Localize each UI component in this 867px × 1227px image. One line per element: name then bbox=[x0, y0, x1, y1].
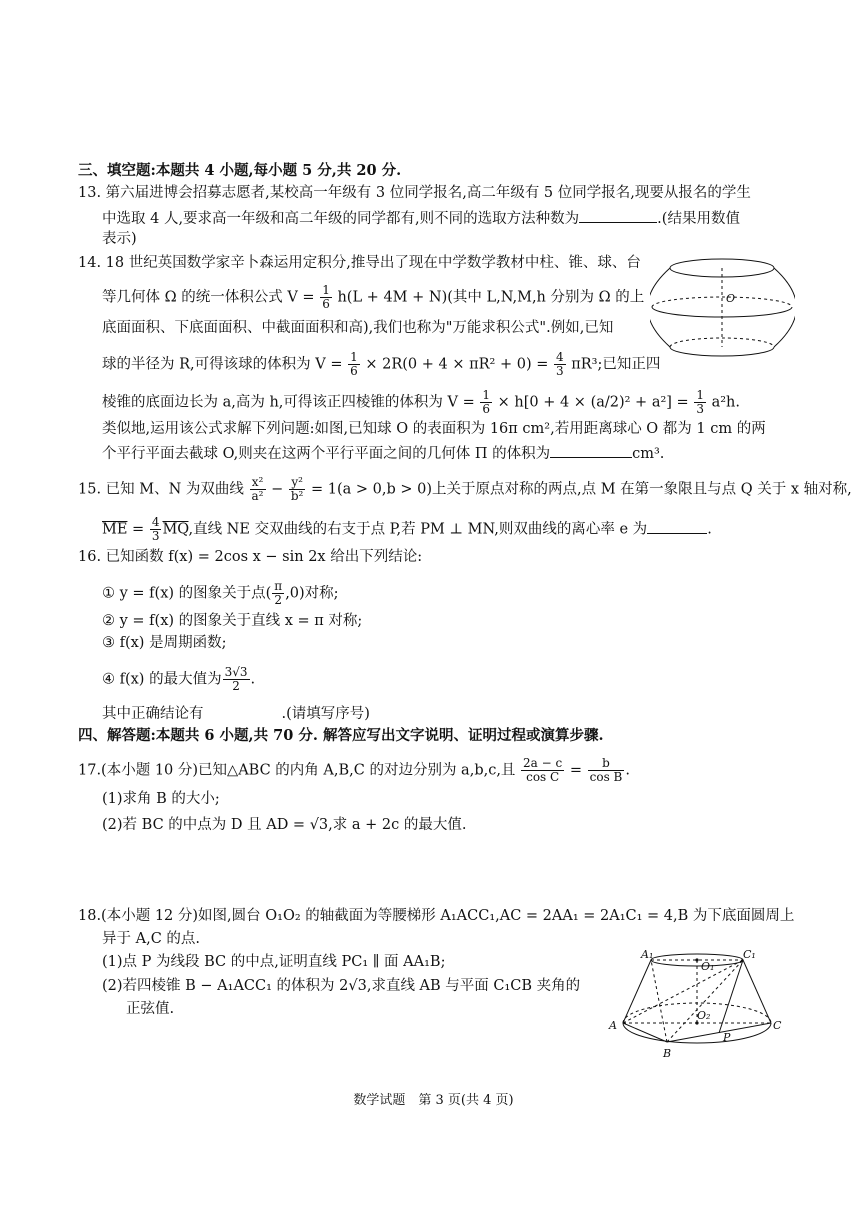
frustum-figure bbox=[605, 945, 785, 1065]
fraction-b-cosB: $\frac{b}{\text{cos B}}$ bbox=[589, 756, 623, 784]
fig-label-o2: O₂ bbox=[697, 1009, 711, 1022]
fig-label-o1: O₁ bbox=[701, 960, 715, 973]
section-3-header: 三、填空题:本题共 4 小题,每小题 5 分,共 20 分. bbox=[78, 162, 402, 179]
q14-line-6: 类似地,运用该公式求解下列问题:如图,已知球 O 的表面积为 16π cm²,若用距离球心 O 都为 1 cm 的两 bbox=[102, 421, 766, 437]
q17-part-1: (1)求角 B 的大小; bbox=[102, 791, 220, 807]
q18-part-2-line-2: 正弦值. bbox=[126, 1001, 175, 1017]
q13-answer-blank[interactable] bbox=[579, 208, 657, 223]
q16-conclusion-2: ② y = f(x) 的图象关于直线 x = π 对称; bbox=[102, 613, 363, 629]
truncated-sphere-figure bbox=[650, 250, 795, 365]
q17-part-2: (2)若 BC 的中点为 D 且 AD = √3,求 a + 2c 的最大值. bbox=[102, 817, 467, 833]
fig-label-c1: C₁ bbox=[743, 948, 756, 961]
q18-line-2: 异于 A,C 的点. bbox=[102, 931, 201, 947]
fraction-2a-c-cosC: $\frac{2a - c}{\text{cos C}}$ bbox=[523, 756, 563, 784]
q16-conclusion-1: ① y = f(x) 的图象关于点( $\frac{\pi}{2}$ ,0)对称; bbox=[102, 579, 339, 607]
q16-answer-blank[interactable] bbox=[204, 703, 282, 718]
q13-line-3: 表示) bbox=[102, 231, 137, 247]
q18-line-1: 18.(本小题 12 分)如图,圆台 O₁O₂ 的轴截面为等腰梯形 A₁ACC₁,AC = 2AA₁ = 2A₁C₁ = 4,B 为下底面圆周上 bbox=[78, 908, 795, 924]
q14-line-5: 棱锥的底面边长为 a,高为 h,可得该正四棱锥的体积为 V = $\frac{1}{6}$ × h[0 + 4 × (a/2)² + a²] = $\frac{1}{3}$ a²h. bbox=[102, 388, 740, 416]
q15-line-1: 15. 已知 M、N 为双曲线 $\frac{\text{x²}}{\text{a²}}$ − $\frac{\text{y²}}{\text{b²}}$ = 1(a > 0,b > 0)上关于原点对称的两点,点 M 在第一象限且与点 Q 关于 x 轴对称, bbox=[78, 475, 852, 503]
q14-answer-blank[interactable] bbox=[550, 443, 632, 458]
page-footer: 数学试题 第 3 页(共 4 页) bbox=[353, 1093, 514, 1108]
q14-line-7: 个平行平面去截球 O,则夹在这两个平行平面之间的几何体 Π 的体积为 cm³. bbox=[102, 443, 664, 463]
q13-line-1: 13. 第六届进博会招募志愿者,某校高一年级有 3 位同学报名,高二年级有 5 位同学报名,现要从报名的学生 bbox=[78, 185, 751, 201]
q17-line-1: 17.(本小题 10 分)已知△ABC 的内角 A,B,C 的对边分别为 a,b,c,且 $\frac{2a - c}{\text{cos C}}$ = $\frac{b}{\text{cos B}}$ . bbox=[78, 756, 630, 784]
fig-label-a1: A₁ bbox=[641, 948, 654, 961]
fig-label-c: C bbox=[773, 1019, 782, 1032]
fraction-pi-2: $\frac{\pi}{2}$ bbox=[274, 579, 283, 607]
q18-part-2-line-1: (2)若四棱锥 B − A₁ACC₁ 的体积为 2√3,求直线 AB 与平面 C₁CB 夹角的 bbox=[102, 978, 581, 994]
q16-conclusion-4: ④ f(x) 的最大值为 $\frac{3√3}{2}$ . bbox=[102, 665, 256, 693]
q16-answer-line: 其中正确结论有 .(请填写序号) bbox=[102, 703, 370, 723]
fig-label-o: O bbox=[726, 292, 736, 305]
fraction-y2-b2: $\frac{\text{y²}}{\text{b²}}$ bbox=[290, 475, 304, 503]
q14-line-3: 底面面积、下底面面积、中截面面积和高),我们也称为"万能求积公式".例如,已知 bbox=[102, 320, 614, 336]
q14-line-4: 球的半径为 R,可得该球的体积为 V = $\frac{1}{6}$ × 2R(0 + 4 × πR² + 0) = $\frac{4}{3}$ πR³;已知正四 bbox=[102, 350, 661, 378]
fraction-1-6: $\frac{1}{6}$ bbox=[322, 283, 330, 311]
q16-line-1: 16. 已知函数 f(x) = 2cos x − sin 2x 给出下列结论: bbox=[78, 549, 423, 565]
q13-line-2: 中选取 4 人,要求高一年级和高二年级的同学都有,则不同的选取方法种数为 .(结果用数值 bbox=[102, 208, 740, 228]
fig-label-p: P bbox=[723, 1031, 731, 1044]
fraction-1-3: $\frac{1}{3}$ bbox=[696, 388, 704, 416]
section-4-header: 四、解答题:本题共 6 小题,共 70 分. 解答应写出文字说明、证明过程或演算步骤. bbox=[78, 727, 604, 744]
fraction-1-6b: $\frac{1}{6}$ bbox=[350, 350, 358, 378]
q16-conclusion-3: ③ f(x) 是周期函数; bbox=[102, 635, 227, 651]
q15-line-2: $\overline{ME}$ = $\frac{4}{3}$ $\overline{MQ}$,直线 NE 交双曲线的右支于点 P,若 PM ⊥ MN,则双曲线的离心率 e 为 . bbox=[102, 515, 712, 543]
fig-label-a: A bbox=[609, 1019, 617, 1032]
fig-label-b: B bbox=[663, 1047, 672, 1060]
q14-line-1: 14. 18 世纪英国数学家辛卜森运用定积分,推导出了现在中学数学教材中柱、锥、球、台 bbox=[78, 255, 641, 271]
fraction-4-3: $\frac{4}{3}$ bbox=[555, 350, 564, 378]
q14-line-2: 等几何体 Ω 的统一体积公式 V = $\frac{1}{6}$ h(L + 4M + N)(其中 L,N,M,h 分别为 Ω 的上 bbox=[102, 283, 645, 311]
fraction-1-6c: $\frac{1}{6}$ bbox=[482, 388, 491, 416]
q15-answer-blank[interactable] bbox=[647, 519, 707, 534]
fraction-4-3-q15: $\frac{4}{3}$ bbox=[151, 515, 160, 543]
fraction-x2-a2: $\frac{\text{x²}}{\text{a²}}$ bbox=[251, 475, 264, 503]
q18-part-1: (1)点 P 为线段 BC 的中点,证明直线 PC₁ ∥ 面 AA₁B; bbox=[102, 954, 446, 970]
fraction-3sqrt3-2: $\frac{3√3}{2}$ bbox=[224, 665, 248, 693]
